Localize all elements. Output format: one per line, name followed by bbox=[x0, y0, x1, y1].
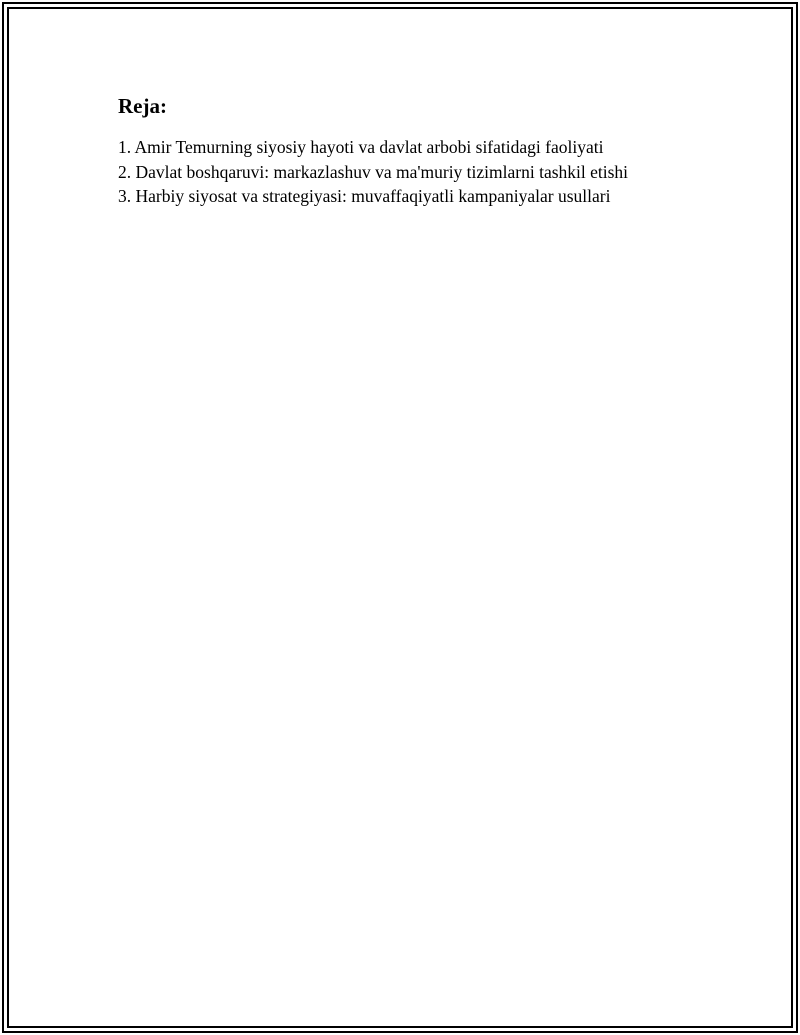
plan-item-2: 2. Davlat boshqaruvi: markazlashuv va ma'muriy tizimlarni tashkil etishi bbox=[118, 161, 629, 182]
plan-title: Reja: bbox=[118, 94, 167, 118]
plan-item-1: 1. Amir Temurning siyosiy hayoti va davlat arbobi sifatidagi faoliyati bbox=[118, 137, 604, 157]
plan-list bbox=[118, 135, 718, 209]
document-body bbox=[118, 94, 718, 209]
plan-item-3: 3. Harbiy siyosat va strategiyasi: muvaffaqiyatli kampaniyalar usullari bbox=[118, 186, 611, 206]
